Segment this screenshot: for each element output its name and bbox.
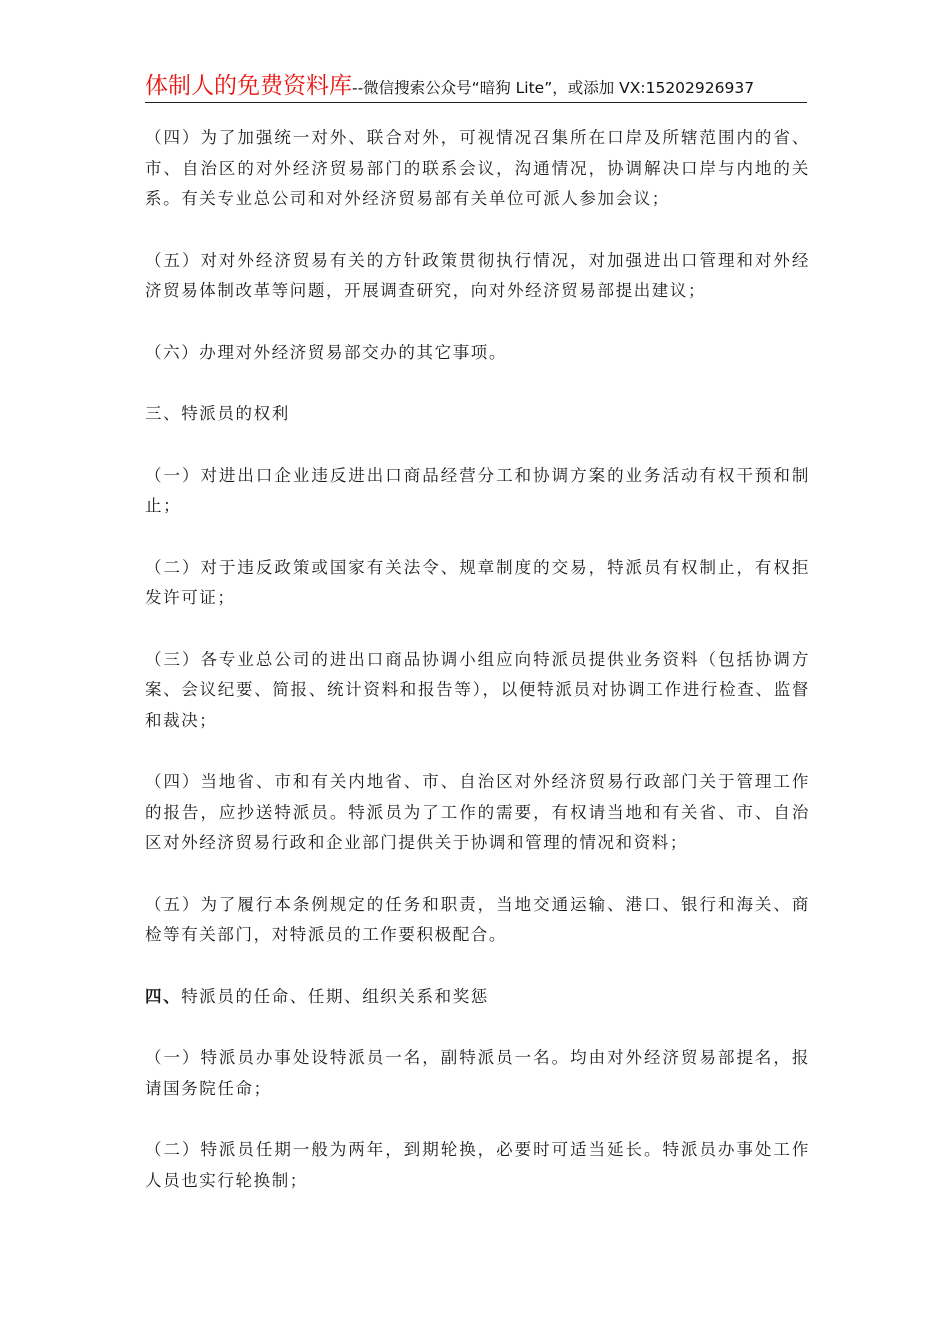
paragraph-4: （四）为了加强统一对外、联合对外，可视情况召集所在口岸及所辖范围内的省、市、自治区的对外经济贸易部门的联系会议，沟通情况，协调解决口岸与内地的关系。有关专业总公司和对外经济贸易部有关单位可派人参加会议； (145, 128, 810, 208)
rights-item-3: （三）各专业总公司的进出口商品协调小组应向特派员提供业务资料（包括协调方案、会议纪要、简报、统计资料和报告等），以便特派员对协调工作进行检查、监督和裁决； (145, 649, 810, 730)
section-heading-4-prefix: 四、 (145, 986, 182, 1006)
paragraph-6: （六）办理对外经济贸易部交办的其它事项。 (145, 342, 507, 362)
section-heading-3: 三、特派员的权利 (145, 404, 290, 423)
header-title: 体制人的免费资料库 (145, 73, 352, 99)
paragraph-5: （五）对对外经济贸易有关的方针政策贯彻执行情况，对加强进出口管理和对外经济贸易体制改革等问题，开展调查研究，向对外经济贸易部提出建议； (145, 250, 810, 300)
section-heading-4 (145, 982, 810, 1013)
rights-item-1: （一）对进出口企业违反进出口商品经营分工和协调方案的业务活动有权干预和制止； (145, 465, 810, 515)
document-body (145, 123, 810, 1196)
page-header (145, 70, 807, 103)
appointment-item-2: （二）特派员任期一般为两年，到期轮换，必要时可适当延长。特派员办事处工作人员也实行轮换制； (145, 1140, 810, 1190)
appointment-item-1: （一）特派员办事处设特派员一名，副特派员一名。均由对外经济贸易部提名，报请国务院任命； (145, 1048, 810, 1098)
rights-item-2: （二）对于违反政策或国家有关法令、规章制度的交易，特派员有权制止，有权拒发许可证； (145, 557, 810, 607)
rights-item-4: （四）当地省、市和有关内地省、市、自治区对外经济贸易行政部门关于管理工作的报告，应抄送特派员。特派员为了工作的需要，有权请当地和有关省、市、自治区对外经济贸易行政和企业部门提供关于协调和管理的情况和资料； (145, 772, 810, 852)
section-heading-4-text: 特派员的任命、任期、组织关系和奖惩 (181, 986, 489, 1006)
header-subtitle: --微信搜索公众号“暗狗 Lite”，或添加 VX:15202926937 (352, 79, 755, 97)
rights-item-5: （五）为了履行本条例规定的任务和职责，当地交通运输、港口、银行和海关、商检等有关部门，对特派员的工作要积极配合。 (145, 894, 810, 944)
